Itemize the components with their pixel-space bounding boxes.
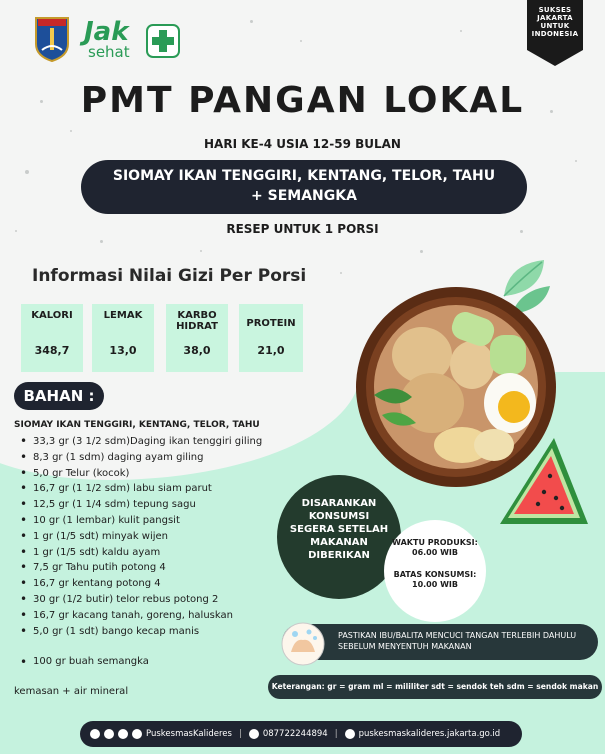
watermelon-icon xyxy=(494,432,594,528)
packaging-note: kemasan + air mineral xyxy=(14,686,129,697)
page-title: PMT PANGAN LOKAL xyxy=(80,80,525,121)
list-item: • 16,7 gr kacang tanah, goreng, haluskan xyxy=(20,608,320,624)
list-item: • 5,0 gr Telur (kocok) xyxy=(20,466,320,482)
instagram-icon[interactable] xyxy=(104,729,114,739)
list-item: • 1 gr (1/5 sdt) minyak wijen xyxy=(20,529,320,545)
youtube-icon[interactable] xyxy=(118,729,128,739)
nutrition-card-karbohidrat: KARBO HIDRAT 38,0 xyxy=(166,304,228,372)
limit-label: BATAS KONSUMSI: xyxy=(393,570,477,579)
list-item: • 7,5 gr Tahu putih potong 4 xyxy=(20,560,320,576)
social-handle[interactable]: PuskesmasKalideres xyxy=(146,729,232,739)
jaksehat-logo xyxy=(84,17,130,61)
handwash-notice: PASTIKAN IBU/BALITA MENCUCI TANGAN TERLEBIH DAHULU SEBELUM MENYENTUH MAKANAN xyxy=(282,624,598,660)
nutrition-card-kalori: KALORI 348,7 xyxy=(21,304,83,372)
footer-contact-bar: PuskesmasKalideres | 087722244894 | puskesmaskalideres.jakarta.go.id xyxy=(80,721,522,747)
production-label: WAKTU PRODUKSI: xyxy=(392,538,478,547)
ingredient-list xyxy=(20,434,320,639)
twitter-icon[interactable] xyxy=(132,729,142,739)
production-time: 06.00 WIB xyxy=(412,548,458,557)
nutrition-title: Informasi Nilai Gizi Per Porsi xyxy=(32,266,307,286)
handwash-icon xyxy=(281,622,325,666)
list-item: • 1 gr (1/5 sdt) kaldu ayam xyxy=(20,545,320,561)
timing-circle xyxy=(384,520,486,622)
nutrition-card-lemak: LEMAK 13,0 xyxy=(92,304,154,372)
age-subtitle: HARI KE-4 USIA 12-59 BULAN xyxy=(204,137,401,151)
phone-number[interactable]: 087722244894 xyxy=(262,729,328,739)
consumption-advice: DISARANKAN KONSUMSI SEGERA SETELAH MAKANAN DIBERIKAN xyxy=(277,475,401,599)
recipe-portion-note: RESEP UNTUK 1 PORSI xyxy=(226,222,379,236)
nutrition-card-protein: PROTEIN 21,0 xyxy=(239,304,303,372)
units-legend: Keterangan: gr = gram ml = mililiter sdt = sendok teh sdm = sendok makan xyxy=(268,675,602,699)
list-item: • 30 gr (1/2 butir) telor rebus potong 2 xyxy=(20,592,320,608)
limit-time: 10.00 WIB xyxy=(412,580,458,589)
whatsapp-icon xyxy=(249,729,259,739)
menu-name-pill: SIOMAY IKAN TENGGIRI, KENTANG, TELOR, TAHU + SEMANGKA xyxy=(81,160,527,214)
list-item: • 8,3 gr (1 sdm) daging ayam giling xyxy=(20,450,320,466)
globe-icon xyxy=(345,729,355,739)
extra-fruit-item: • 100 gr buah semangka xyxy=(20,656,149,667)
dki-crest-icon xyxy=(32,14,72,62)
list-item: • 5,0 gr (1 sdt) bango kecap manis xyxy=(20,624,320,640)
recipe-name: SIOMAY IKAN TENGGIRI, KENTANG, TELOR, TAHU xyxy=(14,420,260,430)
jak-wordmark: Jak xyxy=(84,17,129,47)
list-item: • 10 gr (1 lembar) kulit pangsit xyxy=(20,513,320,529)
ingredients-heading: BAHAN : xyxy=(14,382,104,410)
health-cross-icon xyxy=(146,24,180,58)
website-link[interactable]: puskesmaskalideres.jakarta.go.id xyxy=(358,729,501,739)
sehat-wordmark: sehat xyxy=(88,43,130,61)
list-item: • 12,5 gr (1 1/4 sdm) tepung sagu xyxy=(20,497,320,513)
list-item: • 16,7 gr kentang potong 4 xyxy=(20,576,320,592)
list-item: • 33,3 gr (3 1/2 sdm)Daging ikan tenggiri giling xyxy=(20,434,320,450)
list-item: • 16,7 gr (1 1/2 sdm) labu siam parut xyxy=(20,481,320,497)
facebook-icon[interactable] xyxy=(90,729,100,739)
badge-text: SUKSES JAKARTA UNTUK INDONESIA xyxy=(531,6,579,38)
